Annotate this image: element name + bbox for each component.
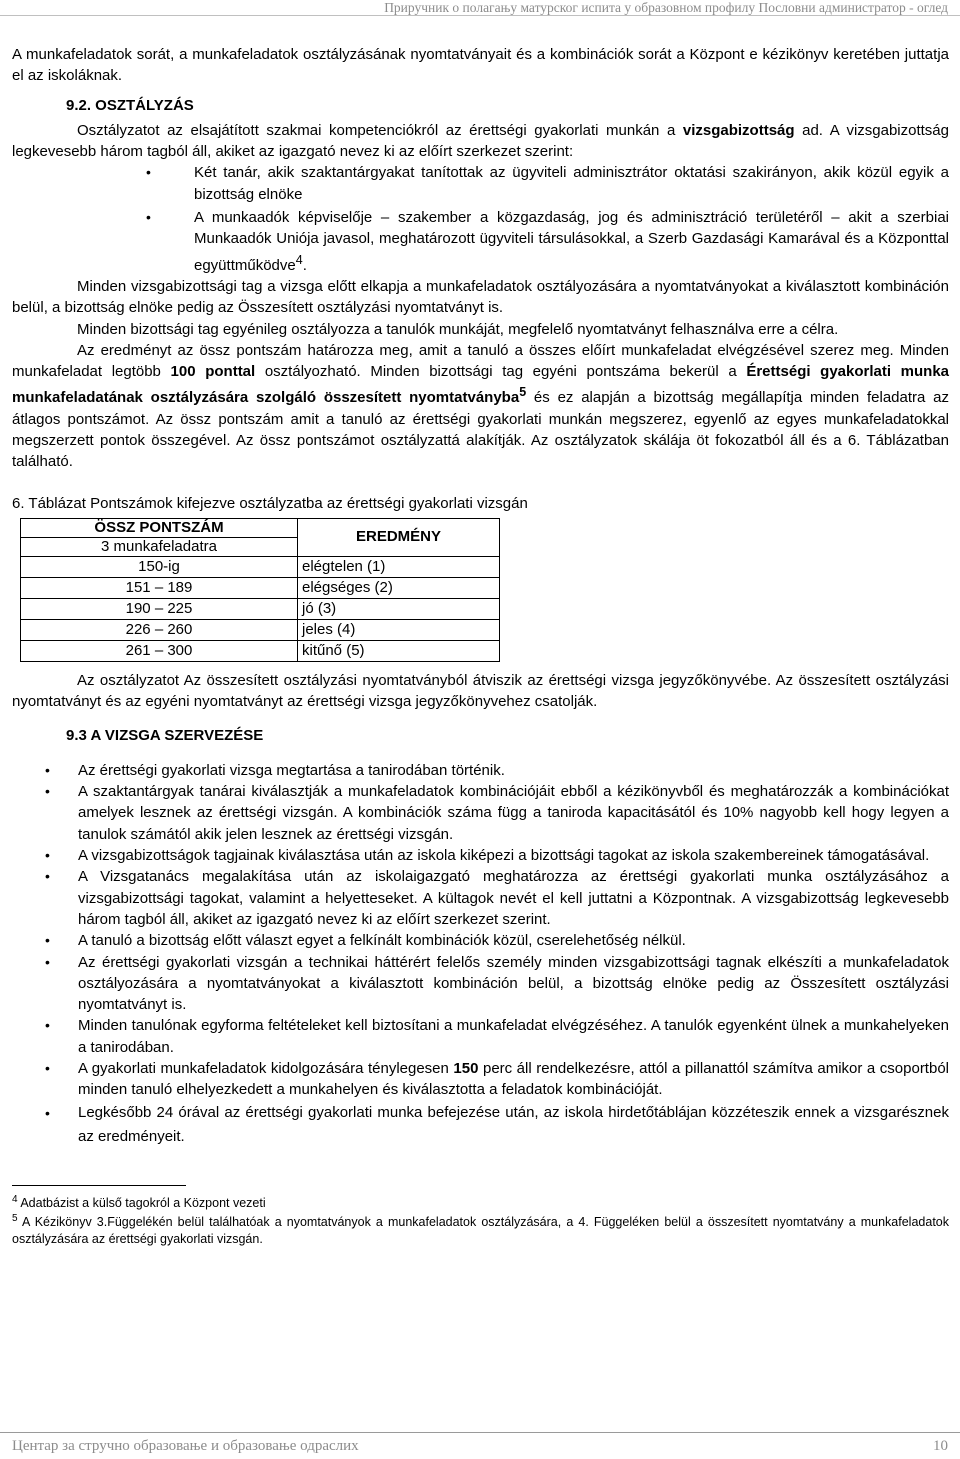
- paragraph-after-table: Az osztályzatot Az összesített osztályzási nyomtatványból átviszik az érettségi vizsga jegyzőkönyvébe. Az összesített osztályzási nyomtatványt és az egyéni nyomtatványt az érettségi vizsga jegyzőkönyvehez csatolják.: [12, 671, 949, 711]
- list-item: • A gyakorlati munkafeladatok kidolgozására ténylegesen 150 perc áll rendelkezésre, attól a pillanattól számítva amikor a csoportból minden tanuló elhelyezkedett a munkahelyen és kiválasztotta a feladatok kombinációját.: [12, 1058, 949, 1101]
- paragraph-grading-1: Osztályzatot az elsajátított szakmai kompetenciókról az érettségi gyakorlati munkán a vizsgabizottság ad. A vizsgabizottság legkevesebb három tagból áll, akiket az igazgató nevez ki az előírt szerkezet szerint:: [12, 121, 949, 161]
- organization-list: [12, 760, 949, 1149]
- list-item: • Minden tanulónak egyforma feltételeket kell biztosítani a munkafeladat elvégzéséhez. A tanulók egyenként ülnek a munkahelyeken a tanirodában.: [12, 1015, 949, 1058]
- page-number: 10: [933, 1438, 948, 1454]
- footnote-4: $^4$ Adatbázist a külső tagokról a Központ vezeti: [12, 1193, 266, 1210]
- paragraph-grading-3: Minden vizsgabizottsági tag a vizsga előtt elkapja a munkafeladatok osztályozására a nyomtatványokat a kiválasztott kombináción belül, a bizottság elnöke pedig az Összesített osztályzási nyomtatványt is.: [12, 277, 949, 317]
- table-cell-result: kitűnő (5): [298, 640, 500, 661]
- table-cell-result: elégséges (2): [298, 577, 500, 598]
- paragraph-grading-4: Minden bizottsági tag egyénileg osztályozza a tanulók munkáját, megfelelő nyomtatványt felhasználva erre a célra.: [77, 320, 839, 338]
- table-row: [21, 619, 500, 640]
- page-content: [12, 44, 949, 1247]
- list-item: • Legkésőbb 24 órával az érettségi gyakorlati munka befejezése után, az iskola hirdetőtáblájan közzéteszik ennek a vizsgarésznek az eredményeit.: [12, 1101, 949, 1149]
- committee-list: [12, 162, 949, 275]
- intro-paragraph: A munkafeladatok sorát, a munkafeladatok osztályzásának nyomtatványait és a kombinációk sorát a Központ e kézikönyv keretében juttatja el az iskoláknak.: [12, 46, 949, 85]
- grade-table: [20, 518, 500, 662]
- table-cell-result: jó (3): [298, 598, 500, 619]
- table-cell-points: 261 – 300: [21, 640, 298, 661]
- list-item: • Az érettségi gyakorlati vizsga megtartása a tanirodában történik.: [12, 760, 949, 781]
- table-caption: 6. Táblázat Pontszámok kifejezve osztályzatba az érettségi gyakorlati vizsgán: [12, 494, 528, 512]
- table-cell-result: jeles (4): [298, 619, 500, 640]
- table-row: [21, 640, 500, 661]
- table-cell-points: 226 – 260: [21, 619, 298, 640]
- section-heading-9-3: 9.3 A VIZSGA SZERVEZÉSE: [66, 726, 264, 744]
- table-header-row: [21, 518, 500, 537]
- list-item: • A szaktantárgyak tanárai kiválasztják a munkafeladatok kombinációjáit ebből a kézikönyvből és meghatározzák a kombinációkat amelyek lesznek az érettségi vizsgán. A kombinációk száma függ a taniroda kapacitásától és 10% nagyobb kell hogy legyen a tanulok számától akik jelen lesznek az érettségi vizsgán.: [12, 781, 949, 845]
- table-cell-points: 151 – 189: [21, 577, 298, 598]
- table-cell-points: 190 – 225: [21, 598, 298, 619]
- page-footer: [0, 1432, 960, 1458]
- footnotes: [12, 1192, 949, 1248]
- footnote-5: $^5$ A Kézikönyv 3.Függelékén belül találhatóak a nyomtatványok a munkafeladatok osztályzására, a 4. Függeléken belül a összesített nyomtatvány a munkafeladatok osztályzására az érettségi gyakorlati vizsgán.: [12, 1213, 949, 1246]
- list-item: • Két tanár, akik szaktantárgyakat tanítottak az ügyviteli adminisztrátor oktatási szakirányon, akik közül egyik a bizottság elnöke: [12, 162, 949, 205]
- table-header-points: ÖSSZ PONTSZÁM: [21, 518, 298, 537]
- list-item: • A munkaadók képviselője – szakember a közgazdaság, jog és adminisztráció területéről – akit a szerbiai Munkaadók Uniója javasol, meghatározott ügyviteli társulásokkal, a Szerb Gazdasági Kamarával és a Központtal együttműködve$^4$.: [12, 207, 949, 276]
- footer-organization: Центар за стручно образовање и образовање одраслих: [12, 1438, 359, 1454]
- running-header: Приручник о полагању матурског испита у образовном профилу Пословни администратор - оглед: [0, 0, 960, 16]
- list-item: • A tanuló a bizottság előtt választ egyet a felkínált kombinációk közül, cserelehetőség nélkül.: [12, 930, 949, 951]
- list-item: • Az érettségi gyakorlati vizsgán a technikai háttérért felelős személy minden vizsgabizottsági tagnak elkészíti a munkafeladatok osztályozására a nyomtatványokat a kiválasztott kombináción belül, a bizottság elnöke pedig az Összesített osztályzási nyomtatványt is.: [12, 952, 949, 1016]
- table-header-result: EREDMÉNY: [298, 518, 500, 556]
- table-header-points-sub: 3 munkafeladatra: [21, 537, 298, 556]
- table-row: [21, 598, 500, 619]
- paragraph-grading-5: Az eredményt az össz pontszám határozza meg, amit a tanuló a összes előírt munkafeladat elvégzésével szerez meg. Minden munkafeladat legtöbb 100 ponttal osztályozható. Minden bizottsági tag egyéni pontszáma bekerül a Érettségi gyakorlati munka munkafeladatának osztályzására szolgáló összesített nyomtatványba$^5$ és ez alapján a bizottság megállapítja minden feladatra az átlagos pontszámot. Az össz pontszám amit a tanuló az érettségi gyakorlati munkán megszerez, egyenlő az egyes munkafeladatokkal megszerzett pontok összegével. Az össz pontszámot osztályzattá alakítják. Az osztályzatok skálája öt fokozatból áll és a 6. Táblázatban található.: [12, 341, 950, 471]
- table-cell-points: 150-ig: [21, 556, 298, 577]
- list-item: • A vizsgabizottságok tagjainak kiválasztása után az iskola kiképezi a bizottsági tagokat az iskola szakembereinek támogatásával.: [12, 845, 949, 866]
- table-cell-result: elégtelen (1): [298, 556, 500, 577]
- footnote-separator: [12, 1185, 186, 1186]
- table-row: [21, 556, 500, 577]
- section-heading-9-2: 9.2. OSZTÁLYZÁS: [66, 96, 194, 114]
- list-item: • A Vizsgatanács megalakítása után az iskolaigazgató meghatározza az érettségi gyakorlati munka osztályzásához a vizsgabizottsági tagokat, valamint a helyetteseket. A kültagok nevét el kell juttatni a Központnak. A vizsgabizottság legkevesebb három tagból áll, akiket az igazgató nevez ki az előírt szerkezet szerint.: [12, 866, 949, 930]
- table-row: [21, 577, 500, 598]
